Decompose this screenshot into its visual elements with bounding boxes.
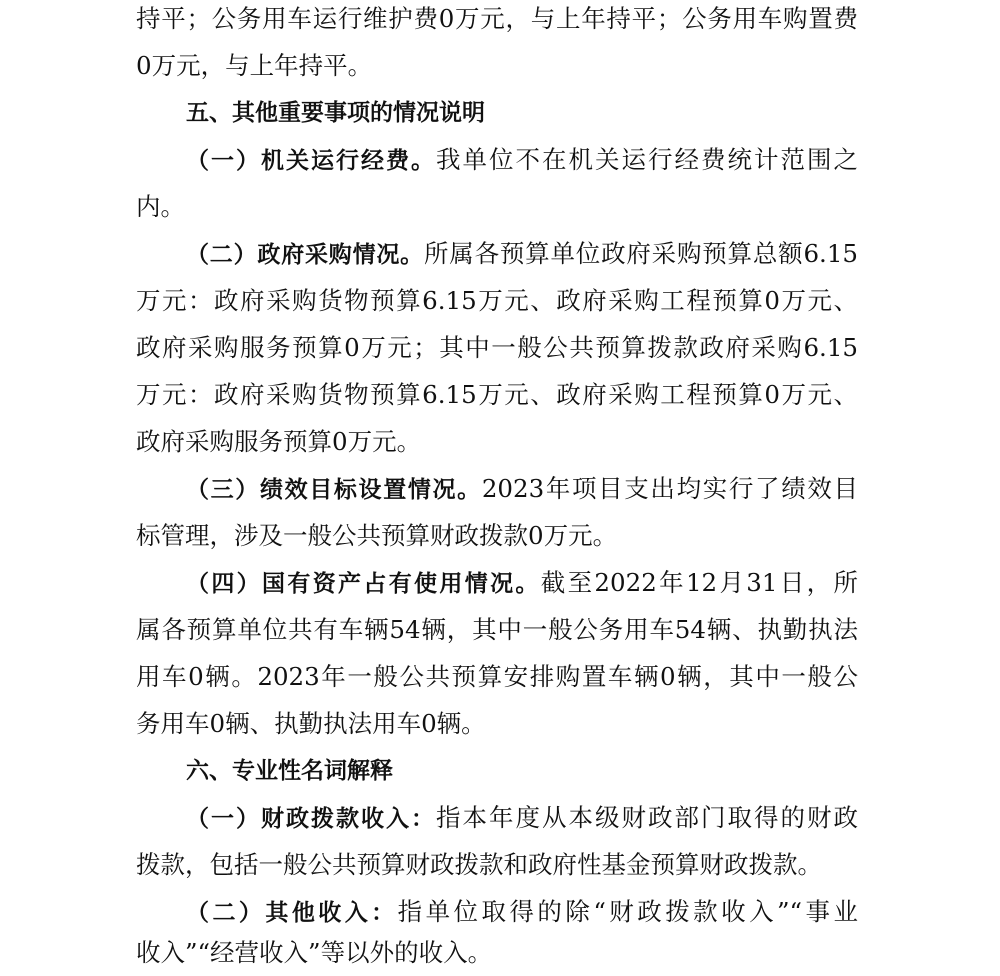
paragraph-5-4-line-4: 务用车0辆、执勤执法用车0辆。 — [136, 709, 486, 738]
paragraph-5-2-line-5: 政府采购服务预算0万元。 — [136, 427, 422, 456]
paragraph-5-2-line-4: 万元：政府采购货物预算6.15万元、政府采购工程预算0万元、 — [136, 380, 858, 409]
paragraph-5-4-line-2: 属各预算单位共有车辆54辆，其中一般公务用车54辆、执勤执法 — [136, 615, 858, 644]
paragraph-5-3-text: 2023年项目支出均实行了绩效目 — [481, 474, 858, 503]
intro-line-2: 0万元，与上年持平。 — [136, 51, 373, 80]
intro-line-1: 持平；公务用车运行维护费0万元，与上年持平；公务用车购置费 — [136, 4, 858, 33]
paragraph-6-1-line-2: 拨款，包括一般公共预算财政拨款和政府性基金预算财政拨款。 — [136, 850, 822, 879]
paragraph-5-1-text: 我单位不在机关运行经费统计范围之 — [436, 145, 858, 174]
paragraph-5-3-label: （三）绩效目标设置情况。 — [186, 477, 482, 503]
section-5-heading: 五、其他重要事项的情况说明 — [186, 100, 485, 126]
paragraph-5-2-text: 所属各预算单位政府采购预算总额6.15 — [423, 239, 858, 268]
paragraph-6-2-text: 指单位取得的除“财政拨款收入”“事业 — [397, 897, 858, 926]
paragraph-5-1-label: （一）机关运行经费。 — [186, 148, 436, 174]
paragraph-5-1-line-1 — [186, 137, 858, 183]
paragraph-6-2-line-1 — [186, 889, 858, 935]
section-6-heading: 六、专业性名词解释 — [186, 758, 393, 784]
paragraph-6-1-text: 指本年度从本级财政部门取得的财政 — [436, 803, 858, 832]
paragraph-5-3-line-1 — [186, 466, 858, 512]
paragraph-5-4-label: （四）国有资产占有使用情况。 — [186, 571, 541, 597]
paragraph-5-2-line-2: 万元：政府采购货物预算6.15万元、政府采购工程预算0万元、 — [136, 286, 858, 315]
paragraph-5-1-line-2: 内。 — [136, 192, 185, 221]
paragraph-5-3-line-2: 标管理，涉及一般公共预算财政拨款0万元。 — [136, 521, 618, 550]
paragraph-5-2-line-1 — [186, 231, 858, 277]
paragraph-5-4-line-1 — [186, 560, 858, 606]
paragraph-6-1-line-1 — [186, 795, 858, 841]
paragraph-5-2-label: （二）政府采购情况。 — [186, 242, 424, 268]
paragraph-6-2-label: （二）其他收入： — [186, 900, 398, 926]
paragraph-5-4-text: 截至2022年12月31日，所 — [540, 568, 859, 597]
paragraph-6-1-label: （一）财政拨款收入： — [186, 806, 436, 832]
paragraph-6-2-line-2: 收入”“经营收入”等以外的收入。 — [136, 938, 493, 967]
paragraph-5-2-line-3: 政府采购服务预算0万元；其中一般公共预算拨款政府采购6.15 — [136, 333, 858, 362]
paragraph-5-4-line-3: 用车0辆。2023年一般公共预算安排购置车辆0辆，其中一般公 — [136, 662, 858, 691]
